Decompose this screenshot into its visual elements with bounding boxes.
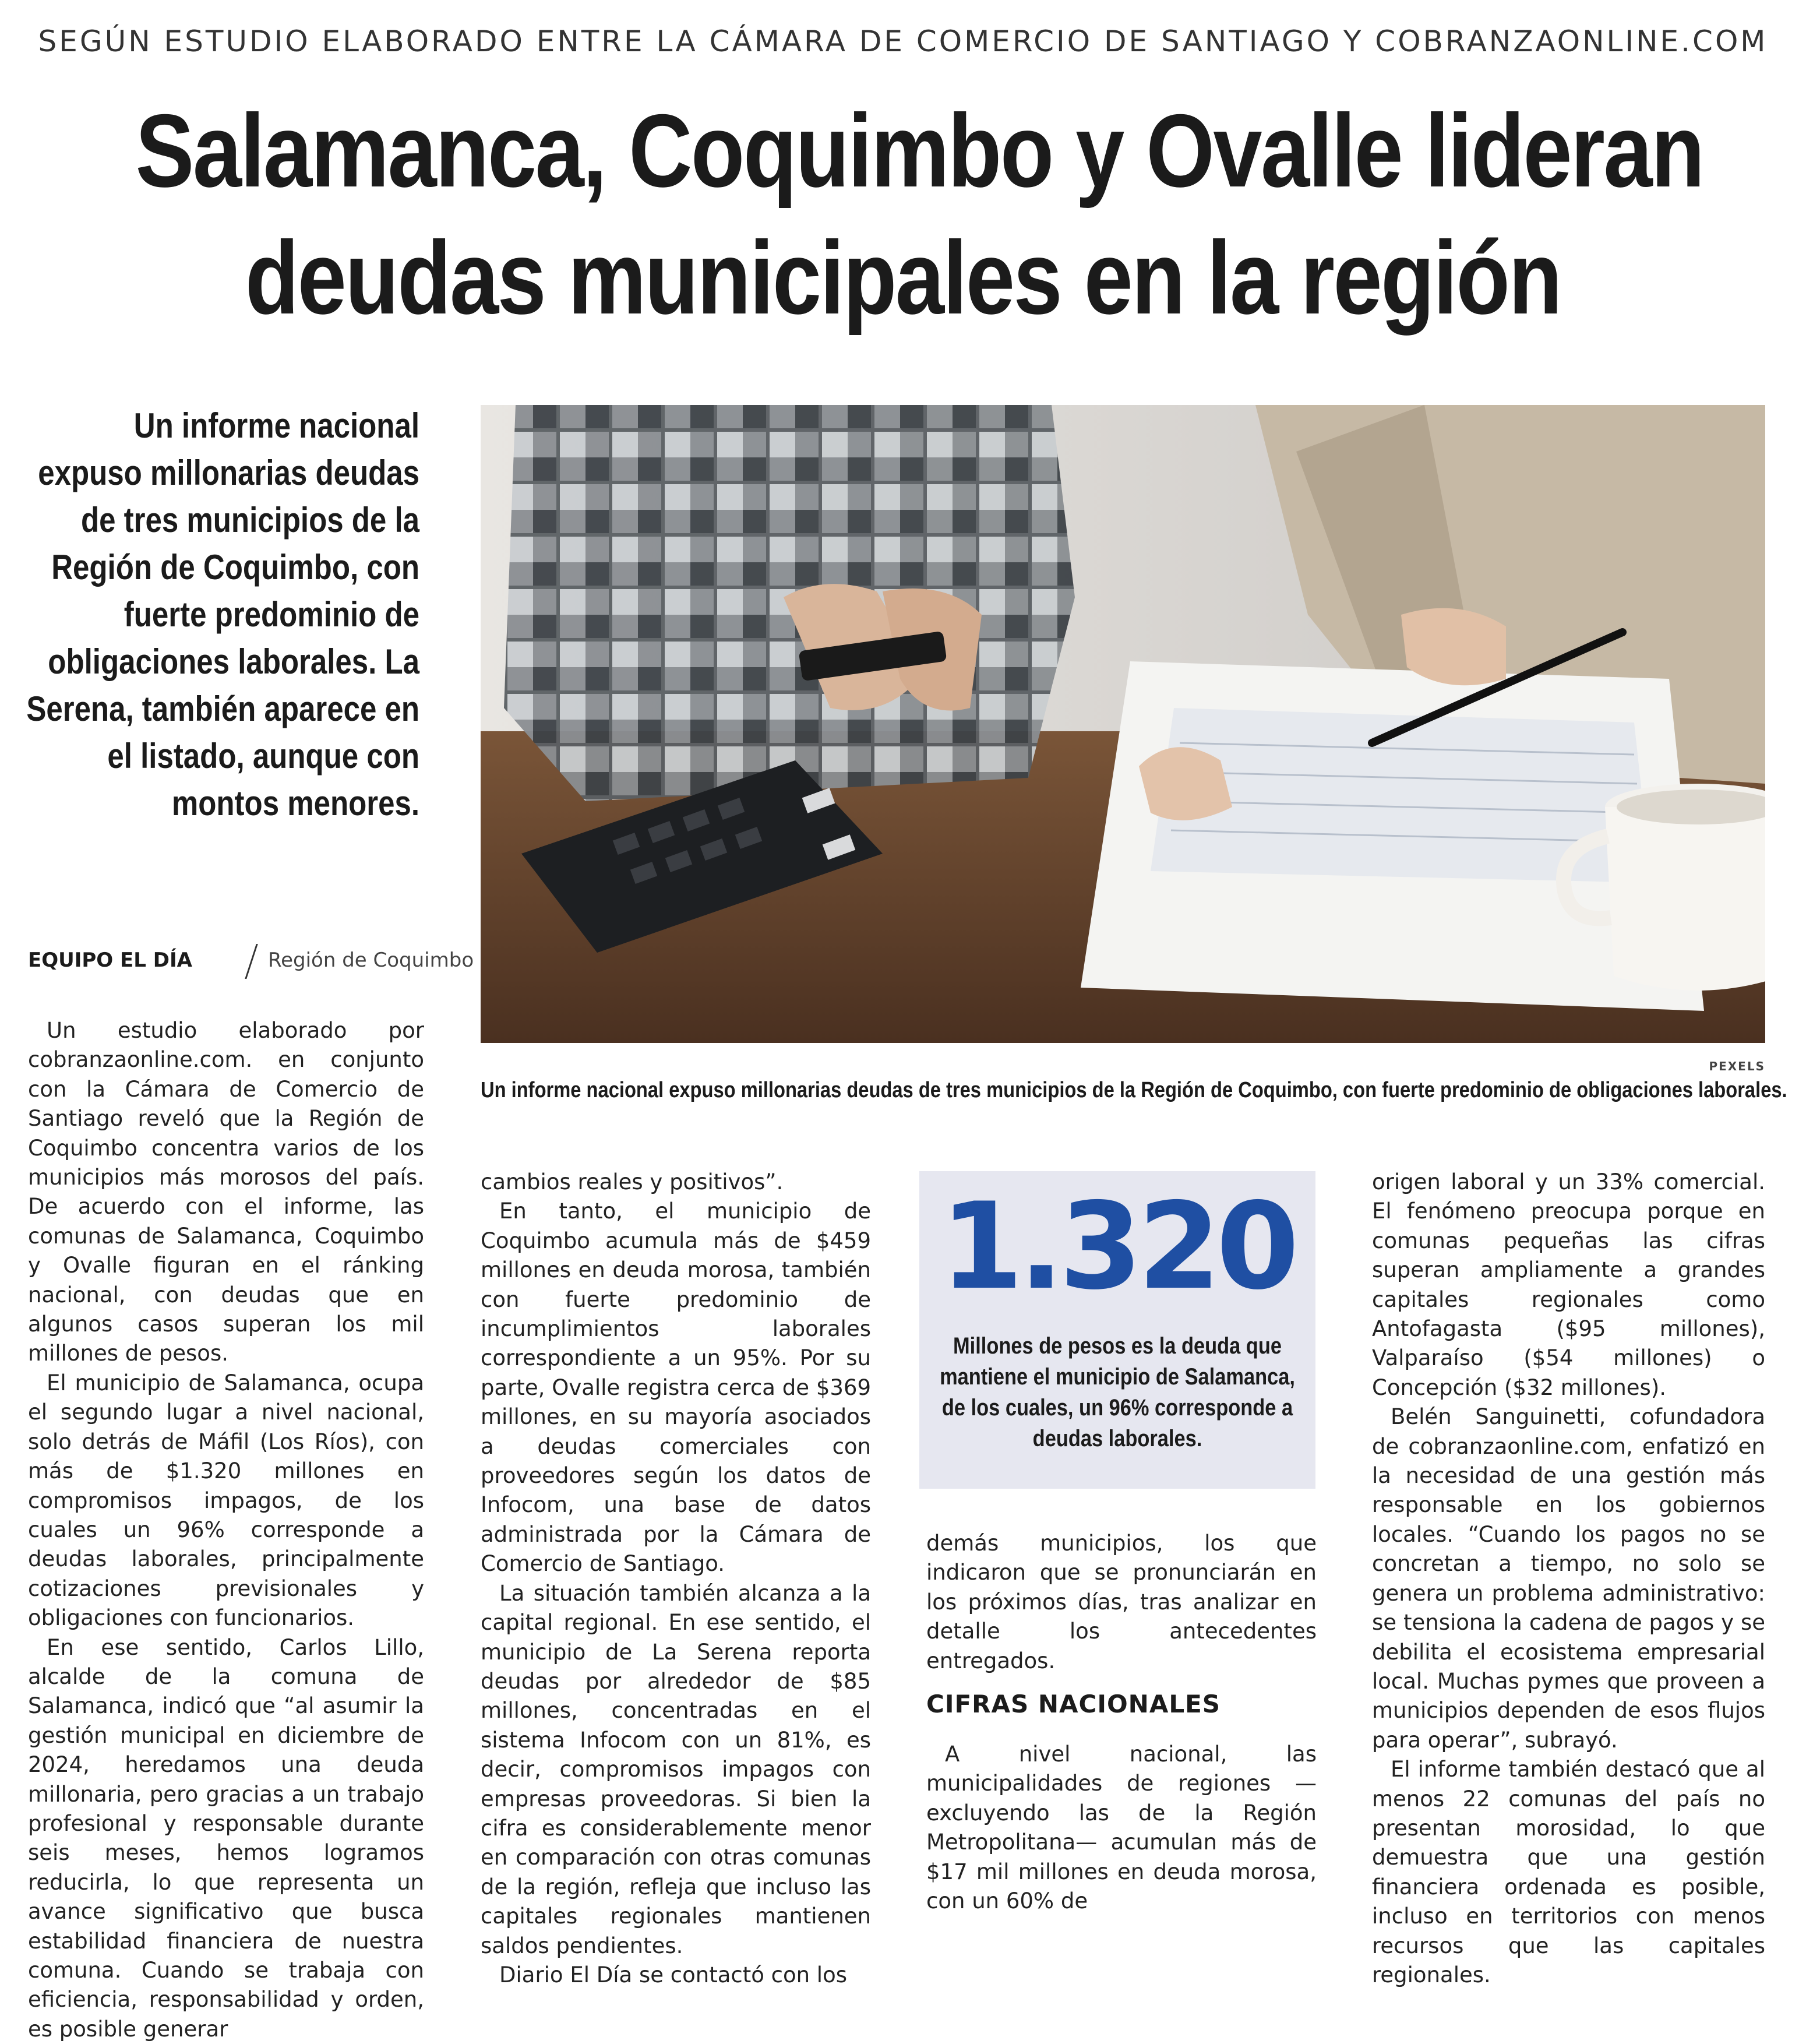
lead-paragraph <box>23 402 419 827</box>
stat-description-text: Millones de pesos es la deuda que mantiene el municipio de Salamanca, de los cuales, un 96% corresponde a deudas laborales. <box>940 1333 1295 1451</box>
headline-line-2: deudas municipales en la región <box>245 220 1561 336</box>
body-paragraph: En tanto, el municipio de Coquimbo acumula más de $459 millones en deuda morosa, también con fuerte predominio de incumplimientos laborales correspondiente a un 95%. Por su parte, Ovalle registra cerca de $369 millones, en su mayoría asociados a deudas comerciales con proveedores según los datos de Infocom, una base de datos administrada por la Cámara de Comercio de Santiago. <box>481 1199 871 1577</box>
byline-author: EQUIPO EL DÍA <box>28 949 192 972</box>
section-subhead: CIFRAS NACIONALES <box>926 1690 1221 1718</box>
body-column-2 <box>481 1168 871 1990</box>
body-paragraph: Un estudio elaborado por cobranzaonline.com. en conjunto con la Cámara de Comercio de Santiago reveló que la Región de Coquimbo concentra varios de los municipios más morosos del país. De acuerdo con el informe, las comunas de Salamanca, Coquimbo y Ovalle figuran en el ránking nacional, con deudas que en algunos casos superan los mil millones de pesos. <box>28 1018 424 1366</box>
body-column-3-section <box>926 1740 1317 1916</box>
kicker: SEGÚN ESTUDIO ELABORADO ENTRE LA CÁMARA DE COMERCIO DE SANTIAGO Y COBRANZAONLINE.COM <box>38 24 1768 58</box>
body-paragraph: El municipio de Salamanca, ocupa el segundo lugar a nivel nacional, solo detrás de Máfil (Los Ríos), con más de $1.320 millones en compromisos impagos, de los cuales un 96% corresponde a deudas laborales, principalmente cotizaciones previsionales y obligaciones con funcionarios. <box>28 1370 424 1631</box>
byline <box>28 944 474 979</box>
body-paragraph-continued: cambios reales y positivos”. <box>481 1169 784 1194</box>
byline-divider <box>245 944 258 979</box>
body-column-4 <box>1372 1168 1765 1990</box>
headline <box>135 87 1703 341</box>
byline-region: Región de Coquimbo <box>268 949 474 972</box>
stat-description <box>932 1331 1303 1454</box>
body-paragraph: La situación también alcanza a la capital regional. En ese sentido, el municipio de La Serena reporta deudas por alrededor de $85 millones, concentradas en el sistema Infocom con un 81%, es decir, compromisos impagos con empresas proveedoras. Si bien la cifra es considerablemente menor en comparación con otras comunas de la región, refleja que incluso las capitales regionales mantienen saldos pendientes. <box>481 1580 871 1958</box>
lead-text: Un informe nacional expuso millonarias deudas de tres municipios de la Región de Coquimbo, con fuerte predominio de obligaciones laborales. La Serena, también aparece en el listado, aunque con montos menores. <box>26 406 420 823</box>
article-photo <box>481 405 1765 1043</box>
body-paragraph-continued: demás municipios, los que indicaron que se pronunciarán en los próximos días, tras analizar en detalle los antecedentes entregados. <box>926 1531 1317 1673</box>
body-paragraph: El informe también destacó que al menos 22 comunas del país no presentan morosidad, lo que demuestra que una gestión financiera ordenada es posible, incluso en territorios con menos recursos que las capitales regionales. <box>1372 1757 1765 1987</box>
photo-illustration <box>481 405 1765 1043</box>
stat-number: 1.320 <box>940 1178 1295 1316</box>
body-paragraph-continued: origen laboral y un 33% comercial. El fenómeno preocupa porque en comunas pequeñas las cifras superan ampliamente a grandes capitales regionales como Antofagasta ($95 millones), Valparaíso ($54 millones) o Concepción ($32 millones). <box>1372 1169 1765 1400</box>
body-paragraph: Diario El Día se contactó con los <box>499 1962 848 1987</box>
body-paragraph: A nivel nacional, las municipalidades de regiones —excluyendo las de la Región Metropolitana— acumulan más de $17 mil millones en deuda morosa, con un 60% de <box>926 1742 1317 1914</box>
body-paragraph: En ese sentido, Carlos Lillo, alcalde de la comuna de Salamanca, indicó que “al asumir la gestión municipal en diciembre de 2024, heredamos una deuda millonaria, pero gracias a un trabajo profesional y responsable durante seis meses, hemos logramos reducirla, lo que representa un avance significativo que busca estabilidad financiera de nuestra comuna. Cuando se trabaja con eficiencia, responsabilidad y orden, es posible generar <box>28 1634 424 2042</box>
photo-caption <box>481 1077 1787 1104</box>
photo-caption-text: Un informe nacional expuso millonarias deudas de tres municipios de la Región de Coquimbo, con fuerte predominio de obligaciones laborales. <box>481 1078 1787 1102</box>
headline-line-1: Salamanca, Coquimbo y Ovalle lideran <box>135 93 1703 209</box>
body-paragraph: Belén Sanguinetti, cofundadora de cobranzaonline.com, enfatizó en la necesidad de una gestión más responsable en los gobiernos locales. “Cuando los pagos no se concretan a tiempo, no solo se genera un problema administrativo: se tensiona la cadena de pagos y se debilita el ecosistema empresarial local. Muchas pymes que proveen a municipios dependen de esos flujos para operar”, subrayó. <box>1372 1404 1765 1753</box>
photo-credit: PEXELS <box>1709 1059 1765 1073</box>
body-column-3 <box>926 1529 1317 1676</box>
body-column-1 <box>28 1016 424 2044</box>
